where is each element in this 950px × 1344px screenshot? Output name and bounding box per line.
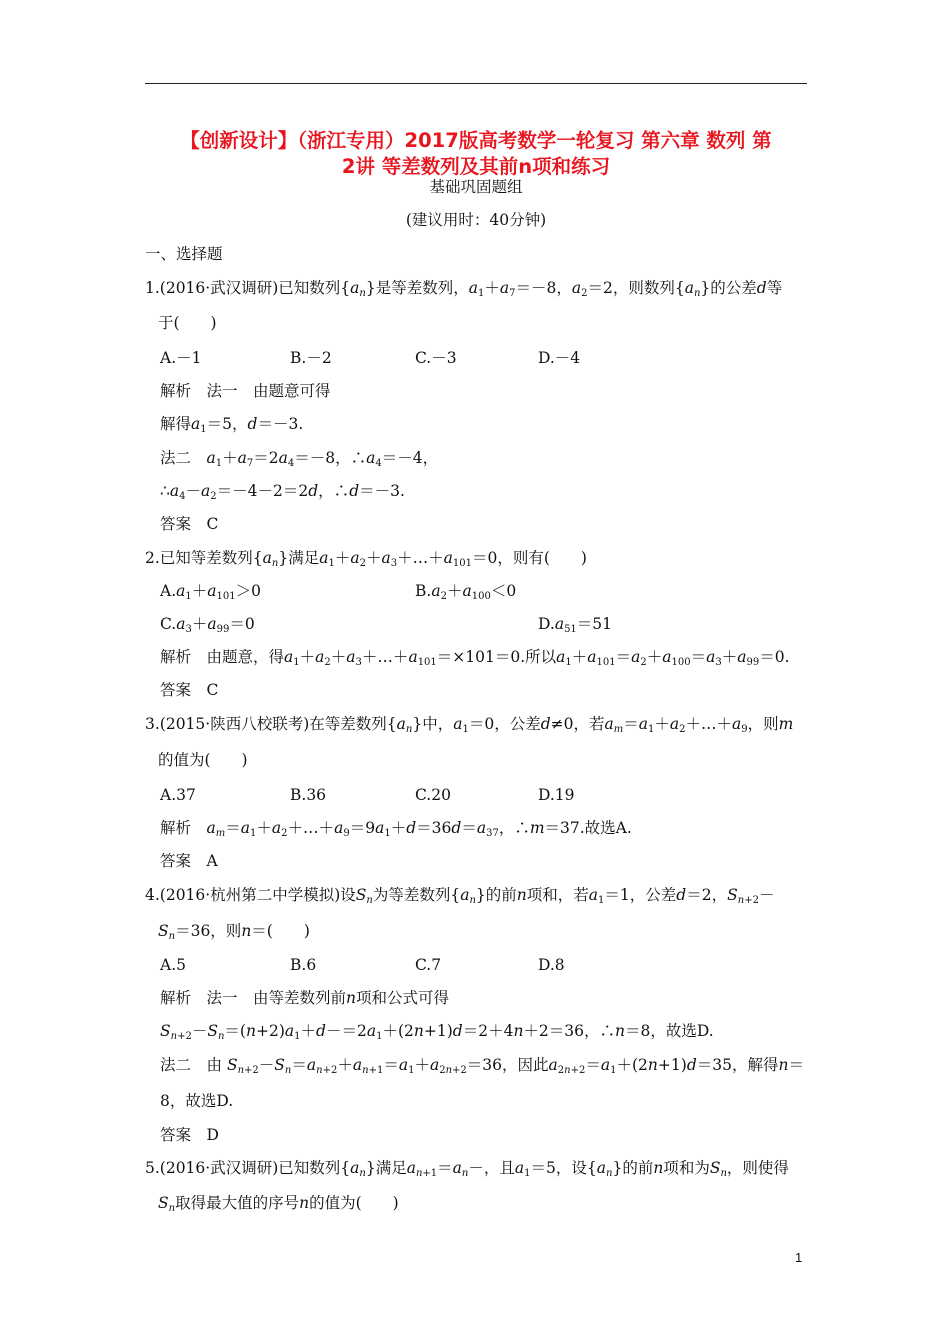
question-1-solution-1: 解析 法一 由题意可得: [160, 382, 331, 400]
question-1-solution-2: 解得$a_1=5$，d＝－3.: [160, 415, 304, 435]
question-5-line-2: $S_n$取得最大值的序号n的值为( ): [158, 1194, 399, 1214]
part-heading: 一、选择题: [145, 245, 223, 263]
document-title-line-1: 【创新设计】（浙江专用）2017版高考数学一轮复习 第六章 数列 第: [180, 129, 772, 152]
question-2-solution: 解析 由题意，得$a_1+a_2+a_3+\dots+a_{101}=\times 101=0$.所以$a_1+a_{101}=a_2+a_{100}=a_3+a_{99}=0$.: [160, 648, 790, 668]
question-4-solution-2: $S_{n+2}-S_n=(n+2)a_1+d-=2a_1+(2n+1)d=2+4n+2=36$，∴n＝8，故选D.: [160, 1022, 714, 1042]
question-3-answer: 答案 A: [160, 852, 218, 870]
question-1-solution-4: $\therefore a_4-a_2=-4-2=2d$，∴d＝－3.: [160, 482, 405, 502]
question-2-option-c: $C.a_3+a_{99}=0$: [160, 615, 255, 635]
question-1-option-b: B.－2: [290, 349, 332, 367]
question-1-solution-3: 法二 $a_1+a_7=2a_4=-8$，$\therefore a_4=-4$，: [160, 449, 439, 469]
question-1-line-2: 于( ): [158, 314, 217, 332]
question-3-line-2: 的值为( ): [158, 751, 248, 769]
question-2-line-1: 2.已知等差数列$\{a_n\}$满足$a_1+a_2+a_3+\dots+a_{101}=0$，则有( ): [145, 549, 587, 569]
question-2-option-b: $B.a_2+a_{100}<0$: [415, 582, 517, 602]
section-heading: 基础巩固题组: [429, 178, 523, 196]
question-4-solution-1: 解析 法一 由等差数列前n项和公式可得: [160, 989, 450, 1007]
question-1-option-c: C.－3: [415, 349, 457, 367]
question-3-option-b: B.36: [290, 786, 327, 804]
document-title-line-2: 2讲 等差数列及其前n项和练习: [341, 155, 611, 178]
question-4-option-a: A.5: [160, 956, 186, 974]
question-1-answer: 答案 C: [160, 515, 219, 533]
question-3-option-c: C.20: [415, 786, 451, 804]
question-4-option-b: B.6: [290, 956, 317, 974]
question-4-solution-3: 法二 由 $S_{n+2}-S_n=a_{n+2}+a_{n+1}=a_1+a_{2n+2}=36$，因此$a_{2n+2}=a_1+(2n+1)d=35$，解得n＝: [160, 1056, 804, 1076]
question-1-option-a: A.－1: [160, 349, 202, 367]
time-note: (建议用时：40分钟): [405, 211, 547, 229]
question-5-line-1: 5.(2016·武汉调研)已知数列$\{a_n\}$满足$a_{n+1}=a_n-$，且$a_1=5$，设$\{a_n\}$的前n项和为$S_n$，则使得: [145, 1159, 789, 1179]
question-4-solution-4: 8，故选D.: [160, 1092, 234, 1110]
question-4-option-d: D.8: [538, 956, 565, 974]
question-4-line-2: $S_n=36$，则n＝( ): [158, 922, 310, 942]
question-2-option-a: $A.a_1+a_{101}>0$: [160, 582, 261, 602]
question-3-option-d: D.19: [538, 786, 575, 804]
question-4-line-1: 4.(2016·杭州第二中学模拟)设$S_n$为等差数列$\{a_n\}$的前n项和，若$a_1=1$，公差d＝2，$S_{n+2}-$: [145, 886, 775, 906]
header-rule: [145, 83, 807, 84]
question-4-option-c: C.7: [415, 956, 442, 974]
page-number: 1: [795, 1250, 803, 1265]
question-1-option-d: D.－4: [538, 349, 581, 367]
question-3-solution: 解析 $a_m=a_1+a_2+\dots+a_9=9a_1+d=36d=a_{37}$，∴m＝37.故选A.: [160, 819, 632, 839]
question-1-line-1: 1.(2016·武汉调研)已知数列$\{a_n\}$是等差数列，$a_1+a_7=-8$，$a_2=2$，则数列$\{a_n\}$的公差d等: [145, 279, 783, 299]
question-2-answer: 答案 C: [160, 681, 219, 699]
question-2-option-d: $D.a_{51}=51$: [538, 615, 613, 635]
question-3-option-a: A.37: [160, 786, 196, 804]
question-4-answer: 答案 D: [160, 1126, 219, 1144]
question-3-line-1: 3.(2015·陕西八校联考)在等差数列$\{a_n\}$中，$a_1=0$，公差d≠0，若$a_m=a_1+a_2+\dots+a_9$，则m: [145, 715, 794, 735]
